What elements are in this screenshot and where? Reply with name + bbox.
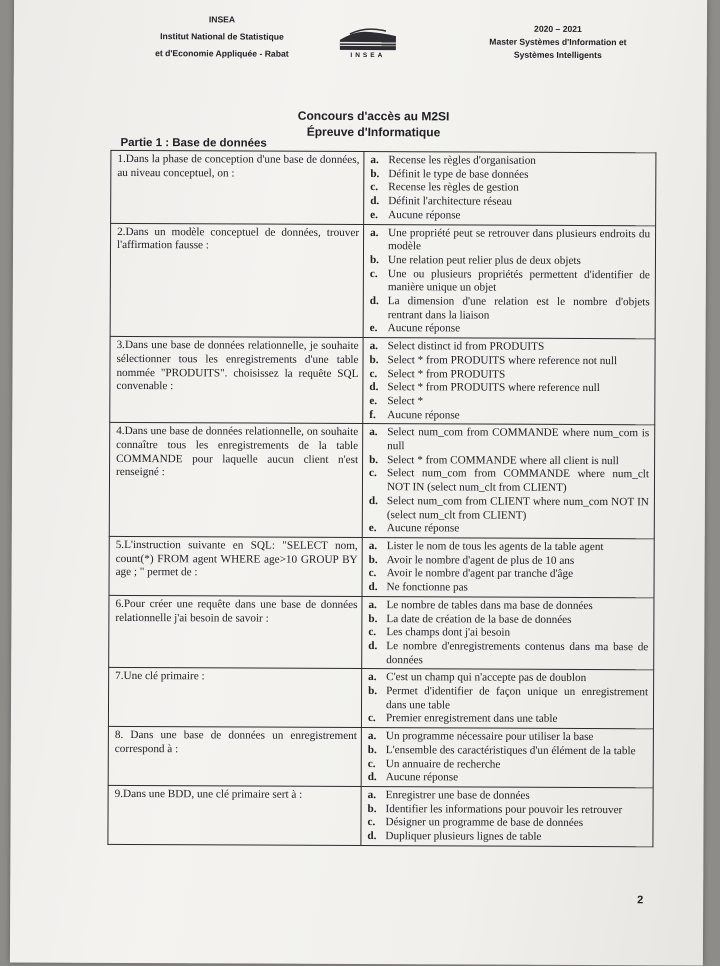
option-letter: b.	[367, 802, 377, 815]
option-letter: b.	[368, 553, 378, 566]
option-letter: a.	[370, 226, 379, 239]
option-letter: c.	[369, 467, 377, 480]
answer-option	[368, 730, 648, 745]
option-text: Aucune réponse	[385, 771, 459, 784]
option-letter: c.	[369, 367, 378, 380]
option-letter: d.	[369, 381, 379, 394]
option-letter: d.	[370, 195, 380, 208]
option-text: Select distinct id from PRODUITS	[387, 340, 545, 353]
answer-option	[369, 468, 649, 497]
option-text: Aucune réponse	[387, 322, 461, 335]
answer-option	[370, 295, 650, 324]
option-text: Premier enregistrement dans une table	[385, 712, 558, 726]
option-letter: c.	[367, 712, 376, 725]
question-row	[108, 668, 653, 729]
option-letter: b.	[370, 167, 380, 180]
answer-option	[369, 426, 649, 455]
option-letter: d.	[368, 639, 378, 652]
option-text: Lister le nom de tous les agents de la table agent	[386, 540, 604, 554]
answer-option	[370, 227, 650, 256]
question-row	[110, 337, 655, 426]
program-header	[452, 22, 664, 62]
option-letter: d.	[367, 830, 377, 843]
option-text: Le nombre de tables dans ma base de données	[386, 598, 593, 612]
answer-option	[369, 567, 649, 582]
answer-option	[370, 209, 650, 224]
answer-option	[370, 195, 650, 210]
answer-options	[361, 728, 653, 788]
answer-options	[362, 538, 654, 598]
option-text: L'ensemble des caractéristiques d'un élément de la table	[385, 743, 636, 758]
question-text: 4.Dans une base de données relationnelle, on souhaite connaître tous les enregistrements de la table COMMANDE pour laquelle aucun client n'est renseigné :	[109, 423, 362, 538]
question-text: 2.Dans un modèle conceptuel de données, trouver l'affirmation fausse :	[110, 223, 363, 338]
option-letter: a.	[367, 730, 377, 743]
option-text: Recense les règles d'organisation	[388, 154, 536, 167]
answer-options	[364, 152, 656, 226]
option-text: Une relation peut relier plus de deux objets	[387, 254, 581, 267]
question-text: 3.Dans une base de données relationnelle, je souhaite sélectionner tous les enregistrements d'une table nommée "PRODUITS". choisissez la requête SQL convenable :	[110, 337, 363, 424]
answer-option	[369, 540, 649, 555]
answer-option	[368, 599, 648, 614]
option-letter: c.	[368, 567, 377, 580]
program-name-line2: Systèmes Intelligents	[513, 49, 602, 61]
option-letter: e.	[369, 394, 378, 408]
option-text: Avoir le nombre d'agent par tranche d'âge	[386, 567, 574, 581]
title-line2: Épreuve d'Informatique	[306, 124, 441, 140]
answer-option	[368, 626, 648, 641]
option-letter: d.	[367, 771, 377, 784]
option-text: Ne fonctionne pas	[386, 581, 468, 594]
option-letter: c.	[370, 181, 379, 194]
answer-option	[369, 454, 649, 469]
page-number: 2	[637, 894, 644, 907]
option-letter: e.	[370, 208, 378, 221]
option-text: Select * from PRODUITS where reference not null	[387, 353, 618, 367]
institution-acronym: INSEA	[208, 14, 236, 25]
answer-option	[370, 154, 650, 169]
answer-option	[369, 354, 649, 369]
option-text: Permet d'identifier de façon unique un enregistrement dans une table	[385, 685, 649, 712]
option-letter: b.	[369, 353, 379, 366]
option-letter: a.	[368, 540, 378, 553]
option-letter: b.	[369, 453, 379, 466]
question-row	[111, 150, 656, 225]
option-text: Select * from PRODUITS	[387, 367, 506, 381]
institution-name-line2: et d'Economie Appliquée - Rabat	[155, 48, 289, 59]
option-text: La date de création de la base de données	[386, 612, 572, 626]
program-name-line1: Master Systèmes d'Information et	[489, 36, 627, 48]
institution-header	[132, 11, 312, 63]
option-text: Dupliquer plusieurs lignes de table	[385, 830, 542, 843]
option-letter: c.	[368, 626, 377, 639]
option-text: Le nombre d'enregistrements contenus dans ma base de données	[386, 640, 649, 666]
option-letter: e.	[369, 322, 378, 335]
answer-option	[368, 789, 648, 804]
answer-option	[369, 409, 649, 424]
option-letter: c.	[369, 267, 378, 280]
answer-option	[368, 640, 648, 669]
option-letter: a.	[369, 426, 378, 439]
option-letter: d.	[368, 581, 378, 594]
option-text: Les champs dont j'ai besoin	[386, 626, 511, 639]
option-letter: a.	[370, 154, 379, 167]
option-letter: e.	[368, 522, 377, 535]
question-row	[110, 223, 655, 339]
answer-option	[368, 613, 648, 628]
option-text: Recense les règles de gestion	[388, 181, 519, 195]
option-text: Aucune réponse	[388, 208, 461, 222]
question-text: 6.Pour créer une requête dans une base de données relationnelle j'ai besoin de savoir :	[109, 595, 362, 669]
answer-option	[368, 712, 648, 727]
option-letter: d.	[368, 494, 378, 507]
option-letter: b.	[369, 253, 380, 267]
answer-options	[361, 786, 653, 846]
question-row	[108, 727, 653, 788]
question-text: 9.Dans une BDD, une clé primaire sert à :	[108, 785, 361, 845]
answer-option	[369, 522, 649, 537]
answer-option	[369, 381, 649, 396]
option-letter: c.	[367, 757, 376, 770]
logo-text: INSEA	[350, 51, 386, 60]
option-text: Définit le type de base données	[388, 167, 529, 181]
option-text: Identifier les informations pour pouvoir les retrouver	[385, 802, 623, 816]
question-text: 8. Dans une base de données un enregistrement correspond à :	[108, 727, 361, 787]
option-letter: a.	[368, 671, 377, 684]
option-text: Select num_com from COMMANDE where num_clt NOT IN (select num_clt from CLIENT)	[386, 467, 650, 495]
answer-options	[362, 424, 654, 539]
option-text: Désigner un programme de base de données	[385, 816, 584, 830]
answer-option	[367, 816, 647, 831]
questions-table	[107, 150, 656, 847]
option-text: Un annuaire de recherche	[385, 757, 501, 771]
option-text: Select num_com from CLIENT where num_com NOT IN (select num_clt from CLIENT)	[386, 494, 649, 522]
option-text: C'est un champ qui n'accepte pas de doublon	[386, 671, 587, 685]
question-row	[109, 423, 654, 539]
option-letter: a.	[369, 340, 379, 353]
option-letter: a.	[368, 598, 377, 611]
option-text: Un programme nécessaire pour utiliser la base	[385, 730, 594, 744]
answer-option	[368, 671, 648, 686]
insea-logo	[336, 24, 400, 64]
answer-option	[369, 368, 649, 383]
option-text: Définit l'architecture réseau	[388, 195, 513, 208]
option-text: Une ou plusieurs propriétés permettent d'identifier de manière unique un objet	[387, 267, 650, 294]
title-line1: Concours d'accès au M2SI	[297, 108, 450, 124]
insea-building-icon	[336, 24, 400, 52]
option-letter: f.	[369, 408, 376, 421]
answer-option	[367, 830, 647, 845]
option-letter: b.	[368, 685, 378, 698]
section-title: Partie 1 : Base de données	[120, 136, 267, 150]
answer-options	[363, 224, 655, 339]
question-text: 7.Une clé primaire :	[108, 668, 361, 728]
answer-option	[369, 554, 649, 569]
option-text: Select num_com from COMMANDE where num_com is null	[387, 426, 650, 453]
question-row	[108, 785, 653, 846]
question-row	[109, 536, 654, 597]
answer-option	[368, 771, 648, 786]
answer-option	[368, 758, 648, 773]
option-letter: d.	[369, 295, 379, 308]
answer-option	[370, 322, 650, 337]
answer-options	[362, 596, 654, 670]
option-letter: b.	[367, 743, 377, 756]
institution-name-line1: Institut National de Statistique	[160, 31, 284, 42]
option-text: Une propriété peut se retrouver dans plusieurs endroits du modèle	[387, 226, 651, 253]
option-letter: b.	[368, 612, 378, 625]
option-letter: a.	[367, 788, 377, 802]
answer-option	[370, 254, 650, 269]
option-text: Select * from COMMANDE where all client is null	[387, 453, 619, 467]
option-text: La dimension d'une relation est le nombre d'objets rentrant dans la liaison	[387, 295, 650, 322]
answer-option	[369, 495, 649, 524]
answer-option	[369, 395, 649, 410]
option-text: Enregistrer une base de données	[385, 789, 530, 802]
option-text: Select *	[387, 395, 424, 408]
option-letter: c.	[367, 816, 376, 829]
answer-option	[370, 268, 650, 297]
answer-option	[368, 744, 648, 759]
option-text: Aucune réponse	[386, 522, 460, 535]
option-text: Avoir le nombre d'agent de plus de 10 ans	[386, 553, 575, 567]
exam-page	[10, 0, 707, 966]
answer-option	[370, 181, 650, 196]
exam-title	[213, 107, 533, 140]
answer-options	[361, 669, 653, 729]
answer-options	[363, 338, 655, 425]
answer-option	[368, 803, 648, 818]
option-text: Select * from PRODUITS where reference null	[387, 381, 600, 395]
question-text: 5.L'instruction suivante en SQL: "SELECT nom, count(*) FROM agent WHERE age>10 GROUP BY age ; " permet de :	[109, 536, 362, 596]
answer-option	[368, 685, 648, 714]
question-row	[109, 595, 654, 670]
answer-option	[370, 168, 650, 183]
option-text: Aucune réponse	[387, 408, 460, 422]
question-text: 1.Dans la phase de conception d'une base de données, au niveau conceptuel, on :	[111, 150, 364, 224]
answer-option	[368, 581, 648, 596]
academic-year: 2020 – 2021	[534, 23, 582, 34]
answer-option	[370, 340, 650, 355]
